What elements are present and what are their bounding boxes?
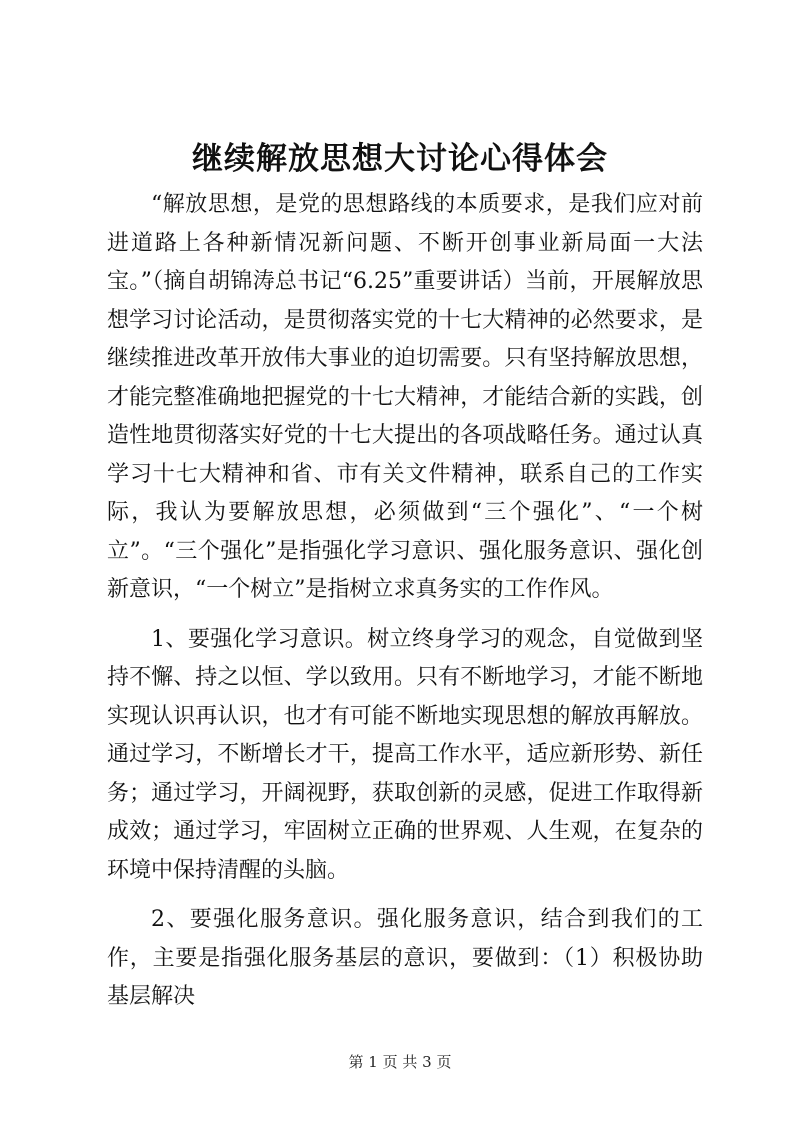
paragraph-intro: “解放思想，是党的思想路线的本质要求，是我们应对前进道路上各种新情况新问题、不断开创事业新局面一大法宝。”（摘自胡锦涛总书记“6.25”重要讲话）当前，开展解放思想学习讨论活动，是贯彻落实党的十七大精神的必然要求，是继续推进改革开放伟大事业的迫切需要。只有坚持解放思想，才能完整准确地把握党的十七大精神，才能结合新的实践，创造性地贯彻落实好党的十七大提出的各项战略任务。通过认真学习十七大精神和省、市有关文件精神，联系自己的工作实际，我认为要解放思想，必须做到“三个强化”、“一个树立”。“三个强化”是指强化学习意识、强化服务意识、强化创新意识，“一个树立”是指树立求真务实的工作作风。 [107, 192, 703, 602]
paragraph-service: 2、要强化服务意识。强化服务意识，结合到我们的工作，主要是指强化服务基层的意识，要做到：（1）积极协助基层解决 [107, 907, 703, 1009]
page-footer: 第 1 页 共 3 页 [348, 1053, 452, 1071]
document-body [107, 186, 703, 1017]
document-title: 继续解放思想大讨论心得体会 [192, 141, 608, 177]
paragraph-learning: 1、要强化学习意识。树立终身学习的观念，自觉做到坚持不懈、持之以恒、学以致用。只有不断地学习，才能不断地实现认识再认识，也才有可能不断地实现思想的解放再解放。通过学习，不断增长才干，提高工作水平，适应新形势、新任务；通过学习，开阔视野，获取创新的灵感，促进工作取得新成效；通过学习，牢固树立正确的世界观、人生观，在复杂的环境中保持清醒的头脑。 [107, 626, 703, 883]
